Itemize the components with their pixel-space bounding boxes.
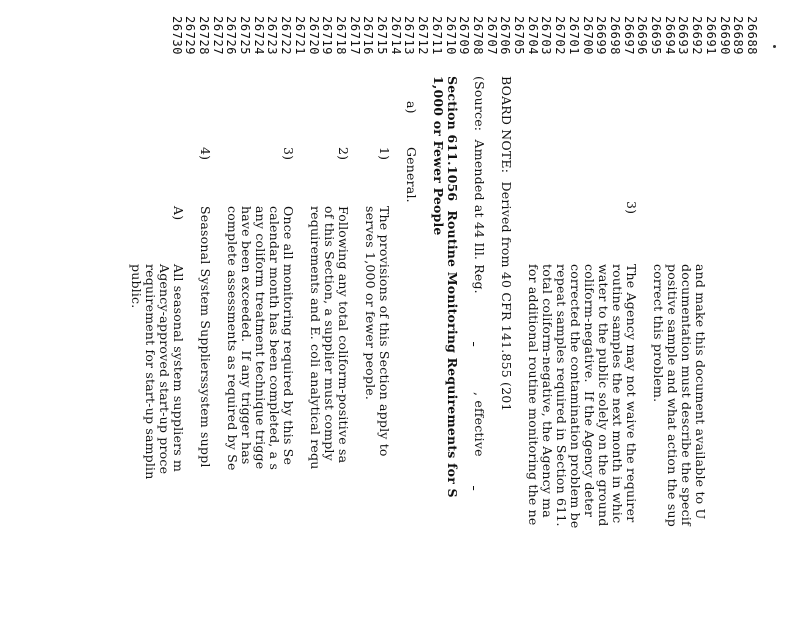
text-line: The provisions of this Section apply to: [377, 206, 392, 457]
line-number: 26692: [690, 16, 705, 56]
line-number: 26718: [334, 16, 348, 56]
line-number: 26688: [745, 16, 759, 56]
text-line: calendar month has been completed, a s: [267, 206, 282, 471]
board-note: BOARD NOTE: Derived from 40 CFR 141.855 (201: [499, 76, 514, 412]
line-number: 26702: [553, 16, 568, 56]
line-number: 26714: [388, 16, 403, 56]
text-line: complete assessments as required by Se: [225, 206, 240, 471]
line-number: 26720: [306, 16, 321, 56]
line-number: 26689: [731, 16, 746, 56]
line-number: 26716: [361, 16, 376, 56]
source-note: (Source: Amended at 44 Ill. Reg.: [472, 76, 487, 294]
line-number: 26729: [183, 16, 198, 56]
line-number: 26710: [443, 16, 458, 56]
line-number: 26727: [210, 16, 225, 56]
list-marker: 2): [336, 147, 351, 161]
text-line: Once all monitoring required by this Se: [281, 206, 296, 466]
line-number: 26694: [662, 16, 677, 56]
list-marker: 3): [624, 201, 639, 215]
line-number: 26690: [717, 16, 732, 56]
line-number: 26726: [224, 16, 239, 56]
line-number: 26704: [525, 16, 540, 56]
line-number: 26709: [457, 16, 472, 56]
text-line: of this Section, a supplier must comply: [322, 206, 337, 461]
line-number: 26722: [279, 16, 294, 56]
text-line: requirements and E. coli analytical requ: [308, 206, 323, 470]
line-number: 26715: [375, 16, 390, 56]
text-line: correct this problem.: [651, 264, 666, 403]
list-marker: a): [404, 101, 419, 114]
section-heading-continued: 1,000 or Fewer People: [431, 76, 446, 236]
text-line: total coliform-negative, the Agency ma: [540, 264, 555, 518]
text-line: Seasonal System Supplierssystem suppl: [198, 206, 213, 468]
line-number: 26712: [416, 16, 431, 56]
line-number: 26708: [471, 16, 485, 56]
list-marker: 4): [198, 147, 213, 161]
text-line: for additional routine monitoring the ne: [526, 264, 541, 526]
text-line: repeat samples required in Section 611.: [554, 264, 569, 527]
text-line: have been exceeded. If any trigger has: [239, 206, 254, 465]
line-number: 26723: [265, 16, 280, 56]
line-number: 26697: [621, 16, 636, 56]
line-number: 26698: [608, 16, 622, 56]
line-number: 26711: [429, 16, 444, 56]
line-number: 26728: [197, 16, 211, 56]
line-number: 26713: [402, 16, 417, 56]
text-line: Agency-approved start-up proce: [157, 264, 172, 475]
line-number: 26693: [676, 16, 691, 56]
line-number: 26721: [292, 16, 307, 56]
source-effective-blank: [473, 486, 486, 516]
line-number: 26719: [320, 16, 335, 56]
line-number: 26705: [512, 16, 527, 56]
text-line: coliform-negative. If the Agency deter: [582, 264, 597, 518]
section-heading: Section 611.1056 Routine Monitoring Requirements for S: [445, 76, 460, 498]
line-number: 26725: [238, 16, 253, 56]
list-marker: 1): [377, 147, 392, 161]
line-number: 26696: [635, 16, 650, 56]
line-number: 26717: [347, 16, 362, 56]
text-line: Following any total coliform-positive sa: [336, 206, 351, 464]
line-number: 26730: [169, 16, 184, 56]
text-line: corrected the contamination problem be: [568, 264, 583, 529]
list-marker: A): [171, 206, 186, 221]
text-line: water to the public solely on the ground: [596, 264, 611, 527]
line-number: 26706: [498, 16, 513, 56]
source-note-suffix: , effective: [472, 392, 487, 457]
text-line: documentation must describe the specif: [679, 264, 694, 526]
text-line: serves 1,000 or fewer people.: [363, 206, 378, 401]
text-line: any coliform treatment technique trigge: [253, 206, 268, 470]
line-number: 26701: [566, 16, 581, 56]
line-number: 26699: [594, 16, 609, 56]
text-line: The Agency may not waive the requirer: [624, 264, 639, 523]
scan-speck: [773, 45, 776, 48]
list-marker: 3): [281, 147, 296, 161]
subsection-label: General.: [404, 147, 419, 203]
line-number: 26707: [484, 16, 499, 56]
line-number: 26703: [539, 16, 554, 56]
line-number: 26724: [251, 16, 266, 56]
text-line: positive sample and what action the sup: [665, 264, 680, 527]
text-line: requirement for start-up samplin: [143, 264, 158, 480]
text-line: All seasonal system suppliers m: [171, 264, 186, 473]
line-number: 26695: [649, 16, 664, 56]
text-line: and make this document available to U: [693, 264, 708, 520]
line-number: 26691: [703, 16, 718, 56]
line-number: 26700: [580, 16, 595, 56]
source-date-blank: [473, 342, 486, 390]
text-line: public.: [129, 264, 144, 309]
text-line: routine samples the next month in whic: [610, 264, 625, 524]
